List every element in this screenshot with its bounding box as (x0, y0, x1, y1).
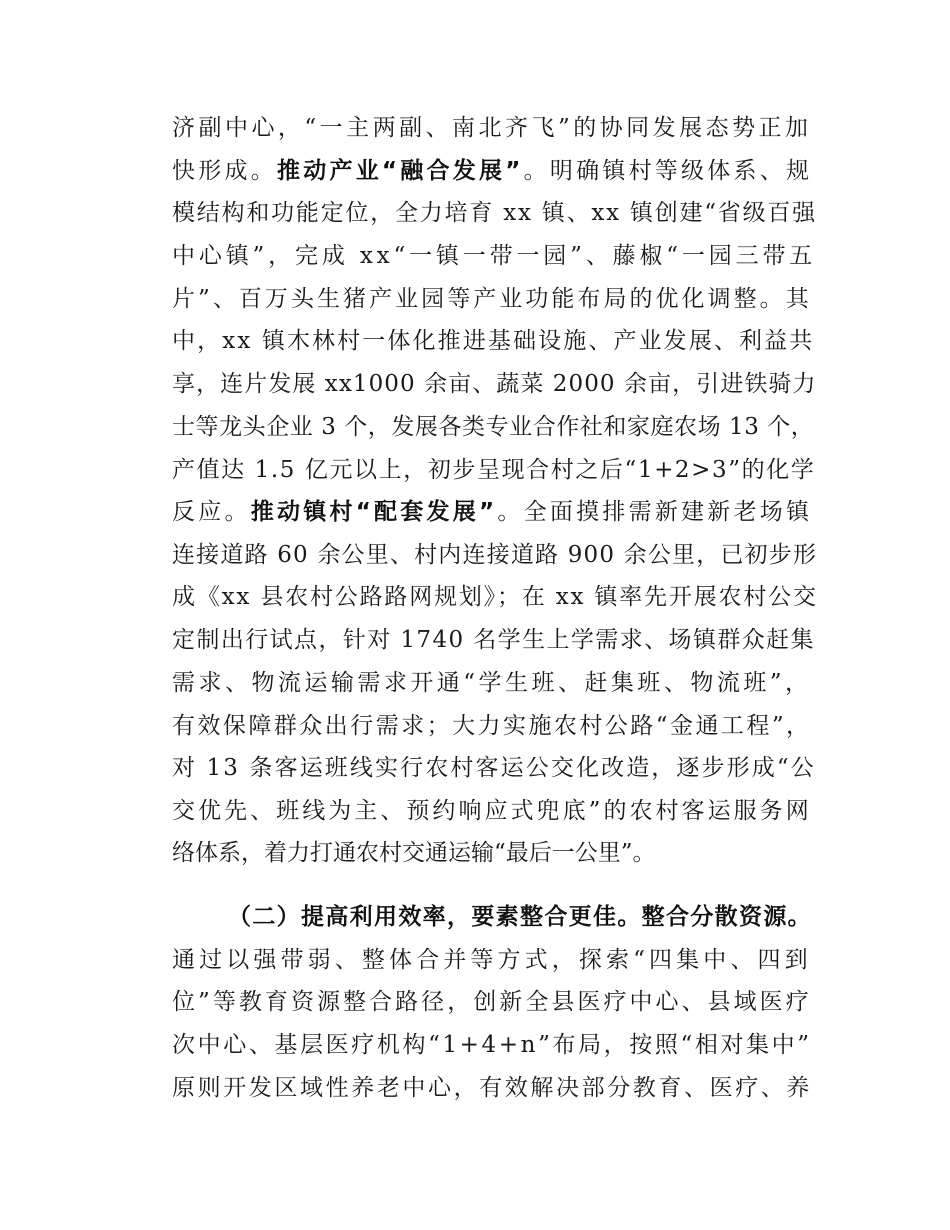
text-segment: 快形成。 (172, 158, 277, 184)
text-line (172, 753, 816, 783)
text-segment: 位”等教育资源整合路径，创新全县医疗中心、县域医疗 (172, 989, 812, 1015)
text-segment: 中心镇”，完成 xx“一镇一带一园”、藤椒“一园三带五 (172, 243, 817, 269)
bold-heading: 推动镇村“配套发展” (250, 499, 498, 525)
text-line (172, 1030, 812, 1060)
text-line (172, 284, 812, 314)
text-line (172, 582, 818, 612)
text-line (172, 711, 812, 741)
text-segment: 。明确镇村等级体系、规 (523, 158, 813, 184)
section-heading: （二）提高利用效率，要素整合更佳。整合分散资源。 (228, 904, 812, 930)
text-line (172, 198, 817, 228)
text-line (172, 156, 812, 186)
text-line (172, 987, 812, 1017)
text-segment: 模结构和功能定位，全力培育 xx 镇、xx 镇创建“省级百强 (172, 200, 817, 226)
text-segment: 中，xx 镇木林村一体化推进基础设施、产业发展、利益共 (172, 328, 815, 354)
text-segment: 络体系，着力打通农村交通运输“最后一公里”。 (172, 840, 656, 866)
text-line (172, 455, 815, 485)
text-line (172, 369, 817, 399)
text-segment: 交优先、班线为主、预约响应式兜底”的农村客运服务网 (172, 798, 812, 824)
text-segment: 对 13 条客运班线实行农村客运公交化改造，逐步形成“公 (172, 755, 816, 781)
text-line (172, 945, 812, 975)
text-line (172, 796, 812, 826)
text-line (172, 838, 656, 868)
text-segment: 连接道路 60 余公里、村内连接道路 900 余公里，已初步形 (172, 542, 818, 568)
text-line (172, 625, 815, 655)
text-segment: 享，连片发展 xx1000 余亩、蔬菜 2000 余亩，引进铁骑力 (172, 371, 817, 397)
text-segment: 成《xx 县农村公路路网规划》；在 xx 镇率先开展农村公交 (172, 584, 818, 610)
text-segment: 济副中心，“一主两副、南北齐飞”的协同发展态势正加 (172, 115, 812, 141)
text-segment: 反应。 (172, 499, 251, 525)
text-segment: 次中心、基层医疗机构“1+4+n”布局，按照“相对集中” (172, 1032, 812, 1058)
text-segment: 有效保障群众出行需求；大力实施农村公路“金通工程”， (172, 713, 812, 739)
text-line (172, 1073, 812, 1103)
text-line (172, 326, 814, 356)
text-segment: 士等龙头企业 3 个，发展各类专业合作社和家庭农场 13 个， (172, 414, 815, 440)
text-line (172, 540, 817, 570)
bold-heading: 推动产业“融合发展” (276, 158, 524, 184)
text-line (172, 412, 814, 442)
text-segment: 通过以强带弱、整体合并等方式，探索“四集中、四到 (172, 947, 812, 973)
text-line (228, 902, 812, 932)
text-line (172, 497, 812, 527)
text-segment: 产值达 1.5 亿元以上，初步呈现合村之后“1+2>3”的化学 (172, 457, 816, 483)
text-segment: 定制出行试点，针对 1740 名学生上学需求、场镇群众赶集 (172, 627, 815, 653)
text-line (172, 241, 816, 271)
text-segment: 片”、百万头生猪产业园等产业功能布局的优化调整。其 (172, 286, 812, 312)
text-segment: 。全面摸排需新建新老场镇 (497, 499, 813, 525)
text-segment: 原则开发区域性养老中心，有效解决部分教育、医疗、养 (172, 1075, 812, 1101)
text-segment: 需求、物流运输需求开通“学生班、赶集班、物流班”， (172, 670, 812, 696)
text-line (172, 113, 812, 143)
text-line (172, 668, 812, 698)
